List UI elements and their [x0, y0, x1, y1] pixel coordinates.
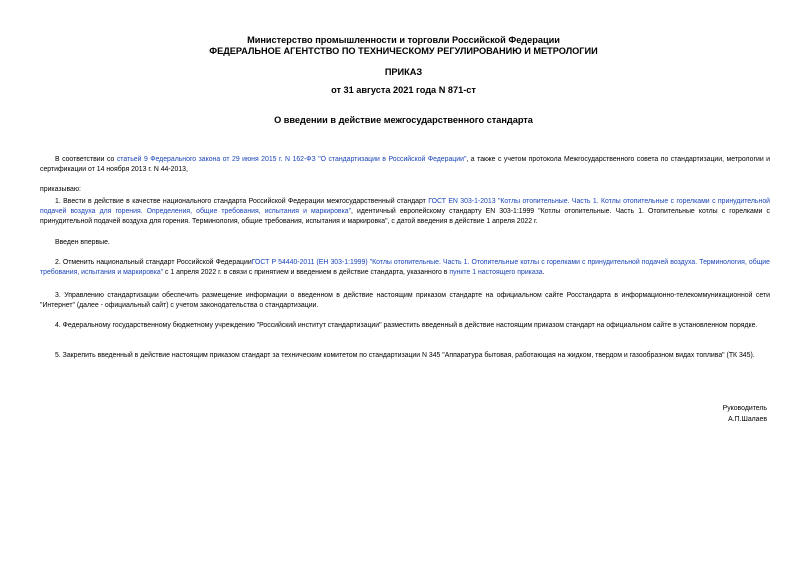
item-2-post: .: [542, 269, 545, 276]
document-subject: О введении в действие межгосударственного стандарта: [274, 115, 533, 125]
signatory-title: Руководитель: [722, 405, 767, 412]
agency-title: ФЕДЕРАЛЬНОЕ АГЕНТСТВО ПО ТЕХНИЧЕСКОМУ РЕГУЛИРОВАНИЮ И МЕТРОЛОГИИ: [209, 46, 598, 56]
item-4-paragraph: 4. Федеральному государственному бюджетному учреждению "Российский институт стандартизации" разместить введенный в действие настоящим приказом стандарт на официальном сайте в установленном порядке.: [55, 322, 758, 329]
gost-r-54440-2011-link[interactable]: ГОСТ Р 54440-2011 (ЕН 303-1:1999) "Котлы отопительные. Часть 1. Отопительные котлы с горелками с принудительной подачей воздуха. Терминология, общие требования, испытания и маркировка": [40, 259, 770, 276]
item-1-reference-link[interactable]: пункте 1 настоящего приказа: [449, 269, 543, 276]
first-time-note: Введен впервые.: [55, 239, 110, 246]
gost-en-303-1-2013-link[interactable]: ГОСТ EN 303-1-2013 "Котлы отопительные. Часть 1. Котлы отопительные с горелками с принудительной подачей воздуха для горения. Определения, общие требования, испытания и маркировка": [40, 198, 771, 215]
item-2-paragraph: [40, 258, 770, 278]
item-2-pre: 2. Отменить национальный стандарт Российской Федерации: [55, 259, 252, 266]
item-1-paragraph: [40, 197, 770, 227]
signatory-name: А.П.Шалаев: [728, 416, 767, 423]
item-3-paragraph: 3. Управлению стандартизации обеспечить размещение информации о введенном в действие настоящим приказом стандарте на официальном сайте Росстандарта в информационно-телекоммуникационной сети "Интернет" (далее - официальный сайт) с учетом законодательства о стандартизации.: [40, 292, 770, 309]
item-1-post: , идентичный европейскому стандарту EN 303-1:1999 "Котлы отопительные. Часть 1. Отопительные котлы с горелками с принудительной подачей воздуха для горения. Терминология, общие требования, испытания и маркировка", с датой введения в действие 1 апреля 2022 г.: [40, 208, 770, 225]
intro-post: , а также с учетом протокола Межгосударственного совета по стандартизации, метрологии и сертификации от 14 ноября 2013 г. N 44-2013,: [40, 156, 771, 173]
ministry-title: Министерство промышленности и торговли Российской Федерации: [247, 35, 560, 45]
order-word: приказываю:: [40, 186, 81, 193]
item-5-paragraph: 5. Закрепить введенный в действие настоящим приказом стандарт за техническим комитетом по стандартизации N 345 "Аппаратура бытовая, работающая на жидком, твердом и газообразном видах топлива" (ТК 345).: [55, 352, 755, 359]
document-date-number: от 31 августа 2021 года N 871-ст: [331, 85, 476, 95]
item-1-pre: 1. Ввести в действие в качестве национального стандарта Российской Федерации межгосударственный стандарт: [55, 198, 429, 205]
law-link[interactable]: статьей 9 Федерального закона от 29 июня 2015 г. N 162-ФЗ "О стандартизации в Российской Федерации": [116, 156, 467, 163]
item-2-mid: с 1 апреля 2022 г. в связи с принятием и введением в действие стандарта, указанного в: [163, 269, 450, 276]
intro-pre: В соответствии со: [55, 156, 117, 163]
intro-paragraph: [40, 155, 770, 175]
document-type: ПРИКАЗ: [384, 67, 423, 77]
